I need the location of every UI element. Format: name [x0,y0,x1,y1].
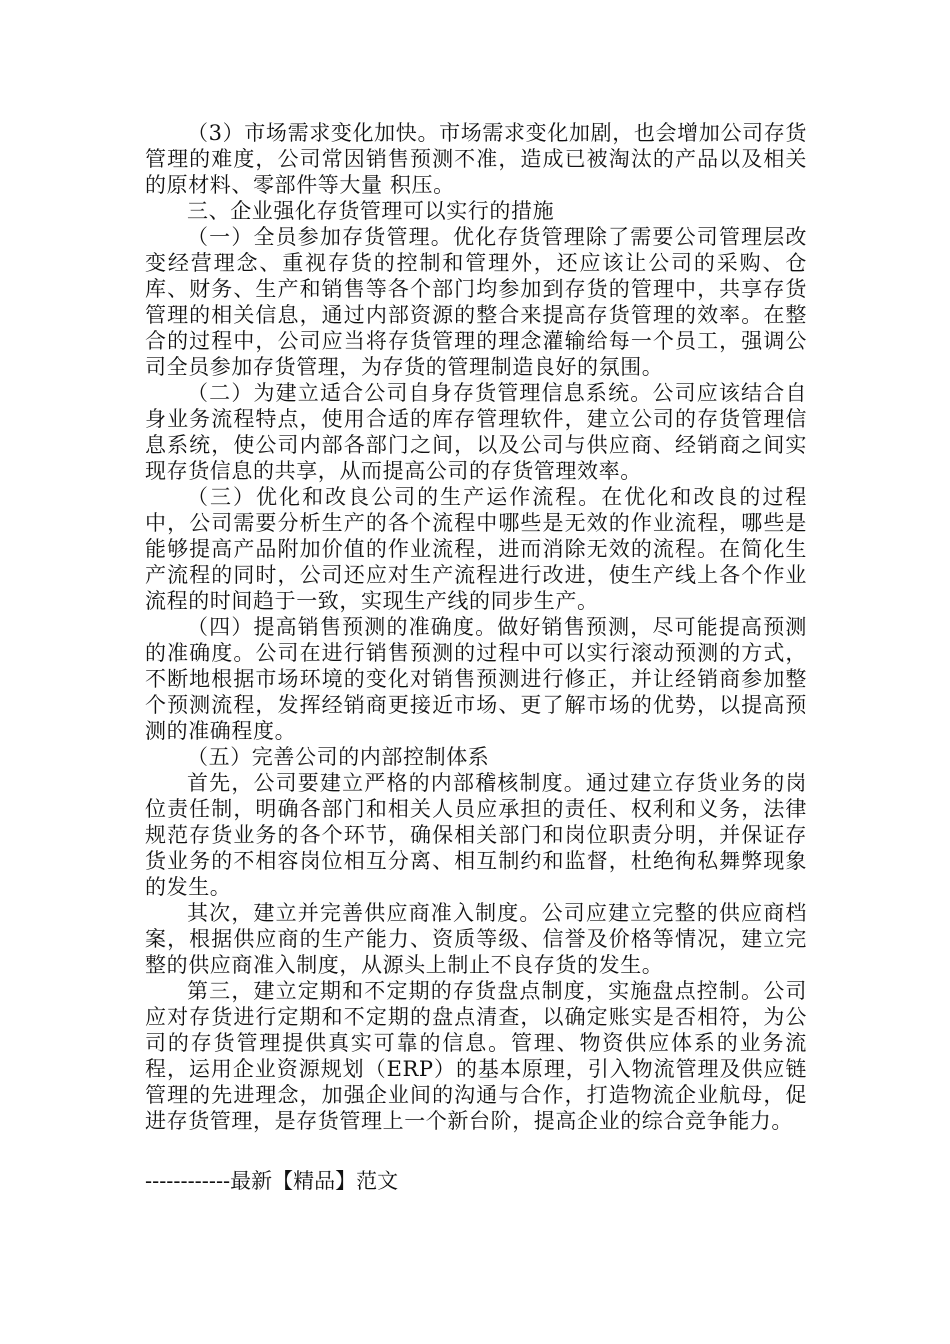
paragraph-second: 其次，建立并完善供应商准入制度。公司应建立完整的供应商档案，根据供应商的生产能力、资质等级、信誉及价格等情况，建立完整的供应商准入制度，从源头上制止不良存货的发生。 [145,901,807,977]
paragraph-third: 第三，建立定期和不定期的存货盘点制度，实施盘点控制。公司应对存货进行定期和不定期的盘点清查，以确定账实是否相符，为公司的存货管理提供真实可靠的信息。管理、物资供应体系的业务流程，运用企业资源规划（ERP）的基本原理，引入物流管理及供应链管理的先进理念，加强企业间的沟通与合作，打造物流企业航母，促进存货管理，是存货管理上一个新台阶，提高企业的综合竞争能力。 [145,979,807,1133]
footer-caption: ------------最新【精品】范文 [145,1169,399,1193]
paragraph-measure-4: （四）提高销售预测的准确度。做好销售预测，尽可能提高预测的准确度。公司在进行销售预测的过程中可以实行滚动预测的方式，不断地根据市场环境的变化对销售预测进行修正，并让经销商参加整个预测流程，发挥经销商更接近市场、更了解市场的优势，以提高预测的准确程度。 [145,615,807,743]
paragraph-measure-2: （二）为建立适合公司自身存货管理信息系统。公司应该结合自身业务流程特点，使用合适的库存管理软件，建立公司的存货管理信息系统，使公司内部各部门之间，以及公司与供应商、经销商之间实现存货信息的共享，从而提高公司的存货管理效率。 [145,381,807,483]
paragraph-measure-5-heading: （五）完善公司的内部控制体系 [187,745,490,769]
paragraph-market-demand: （3）市场需求变化加快。市场需求变化加剧，也会增加公司存货管理的难度，公司常因销售预测不准，造成已被淘汰的产品以及相关的原材料、零部件等大量 积压。 [145,121,807,197]
paragraph-measure-3: （三）优化和改良公司的生产运作流程。在优化和改良的过程中，公司需要分析生产的各个流程中哪些是无效的作业流程，哪些是能够提高产品附加价值的作业流程，进而消除无效的流程。在简化生产流程的同时，公司还应对生产流程进行改进，使生产线上各个作业流程的时间趋于一致，实现生产线的同步生产。 [145,485,807,613]
document-body [145,120,807,1134]
paragraph-first: 首先，公司要建立严格的内部稽核制度。通过建立存货业务的岗位责任制，明确各部门和相关人员应承担的责任、权利和义务，法律规范存货业务的各个环节，确保相关部门和岗位职责分明，并保证存货业务的不相容岗位相互分离、相互制约和监督，杜绝徇私舞弊现象的发生。 [145,771,807,899]
section-heading-measures: 三、企业强化存货管理可以实行的措施 [187,199,555,223]
paragraph-measure-1: （一）全员参加存货管理。优化存货管理除了需要公司管理层改变经营理念、重视存货的控制和管理外，还应该让公司的采购、仓库、财务、生产和销售等各个部门均参加到存货的管理中，共享存货管理的相关信息，通过内部资源的整合来提高存货管理的效率。在整合的过程中，公司应当将存货管理的理念灌输给每一个员工，强调公司全员参加存货管理，为存货的管理制造良好的氛围。 [145,225,807,379]
